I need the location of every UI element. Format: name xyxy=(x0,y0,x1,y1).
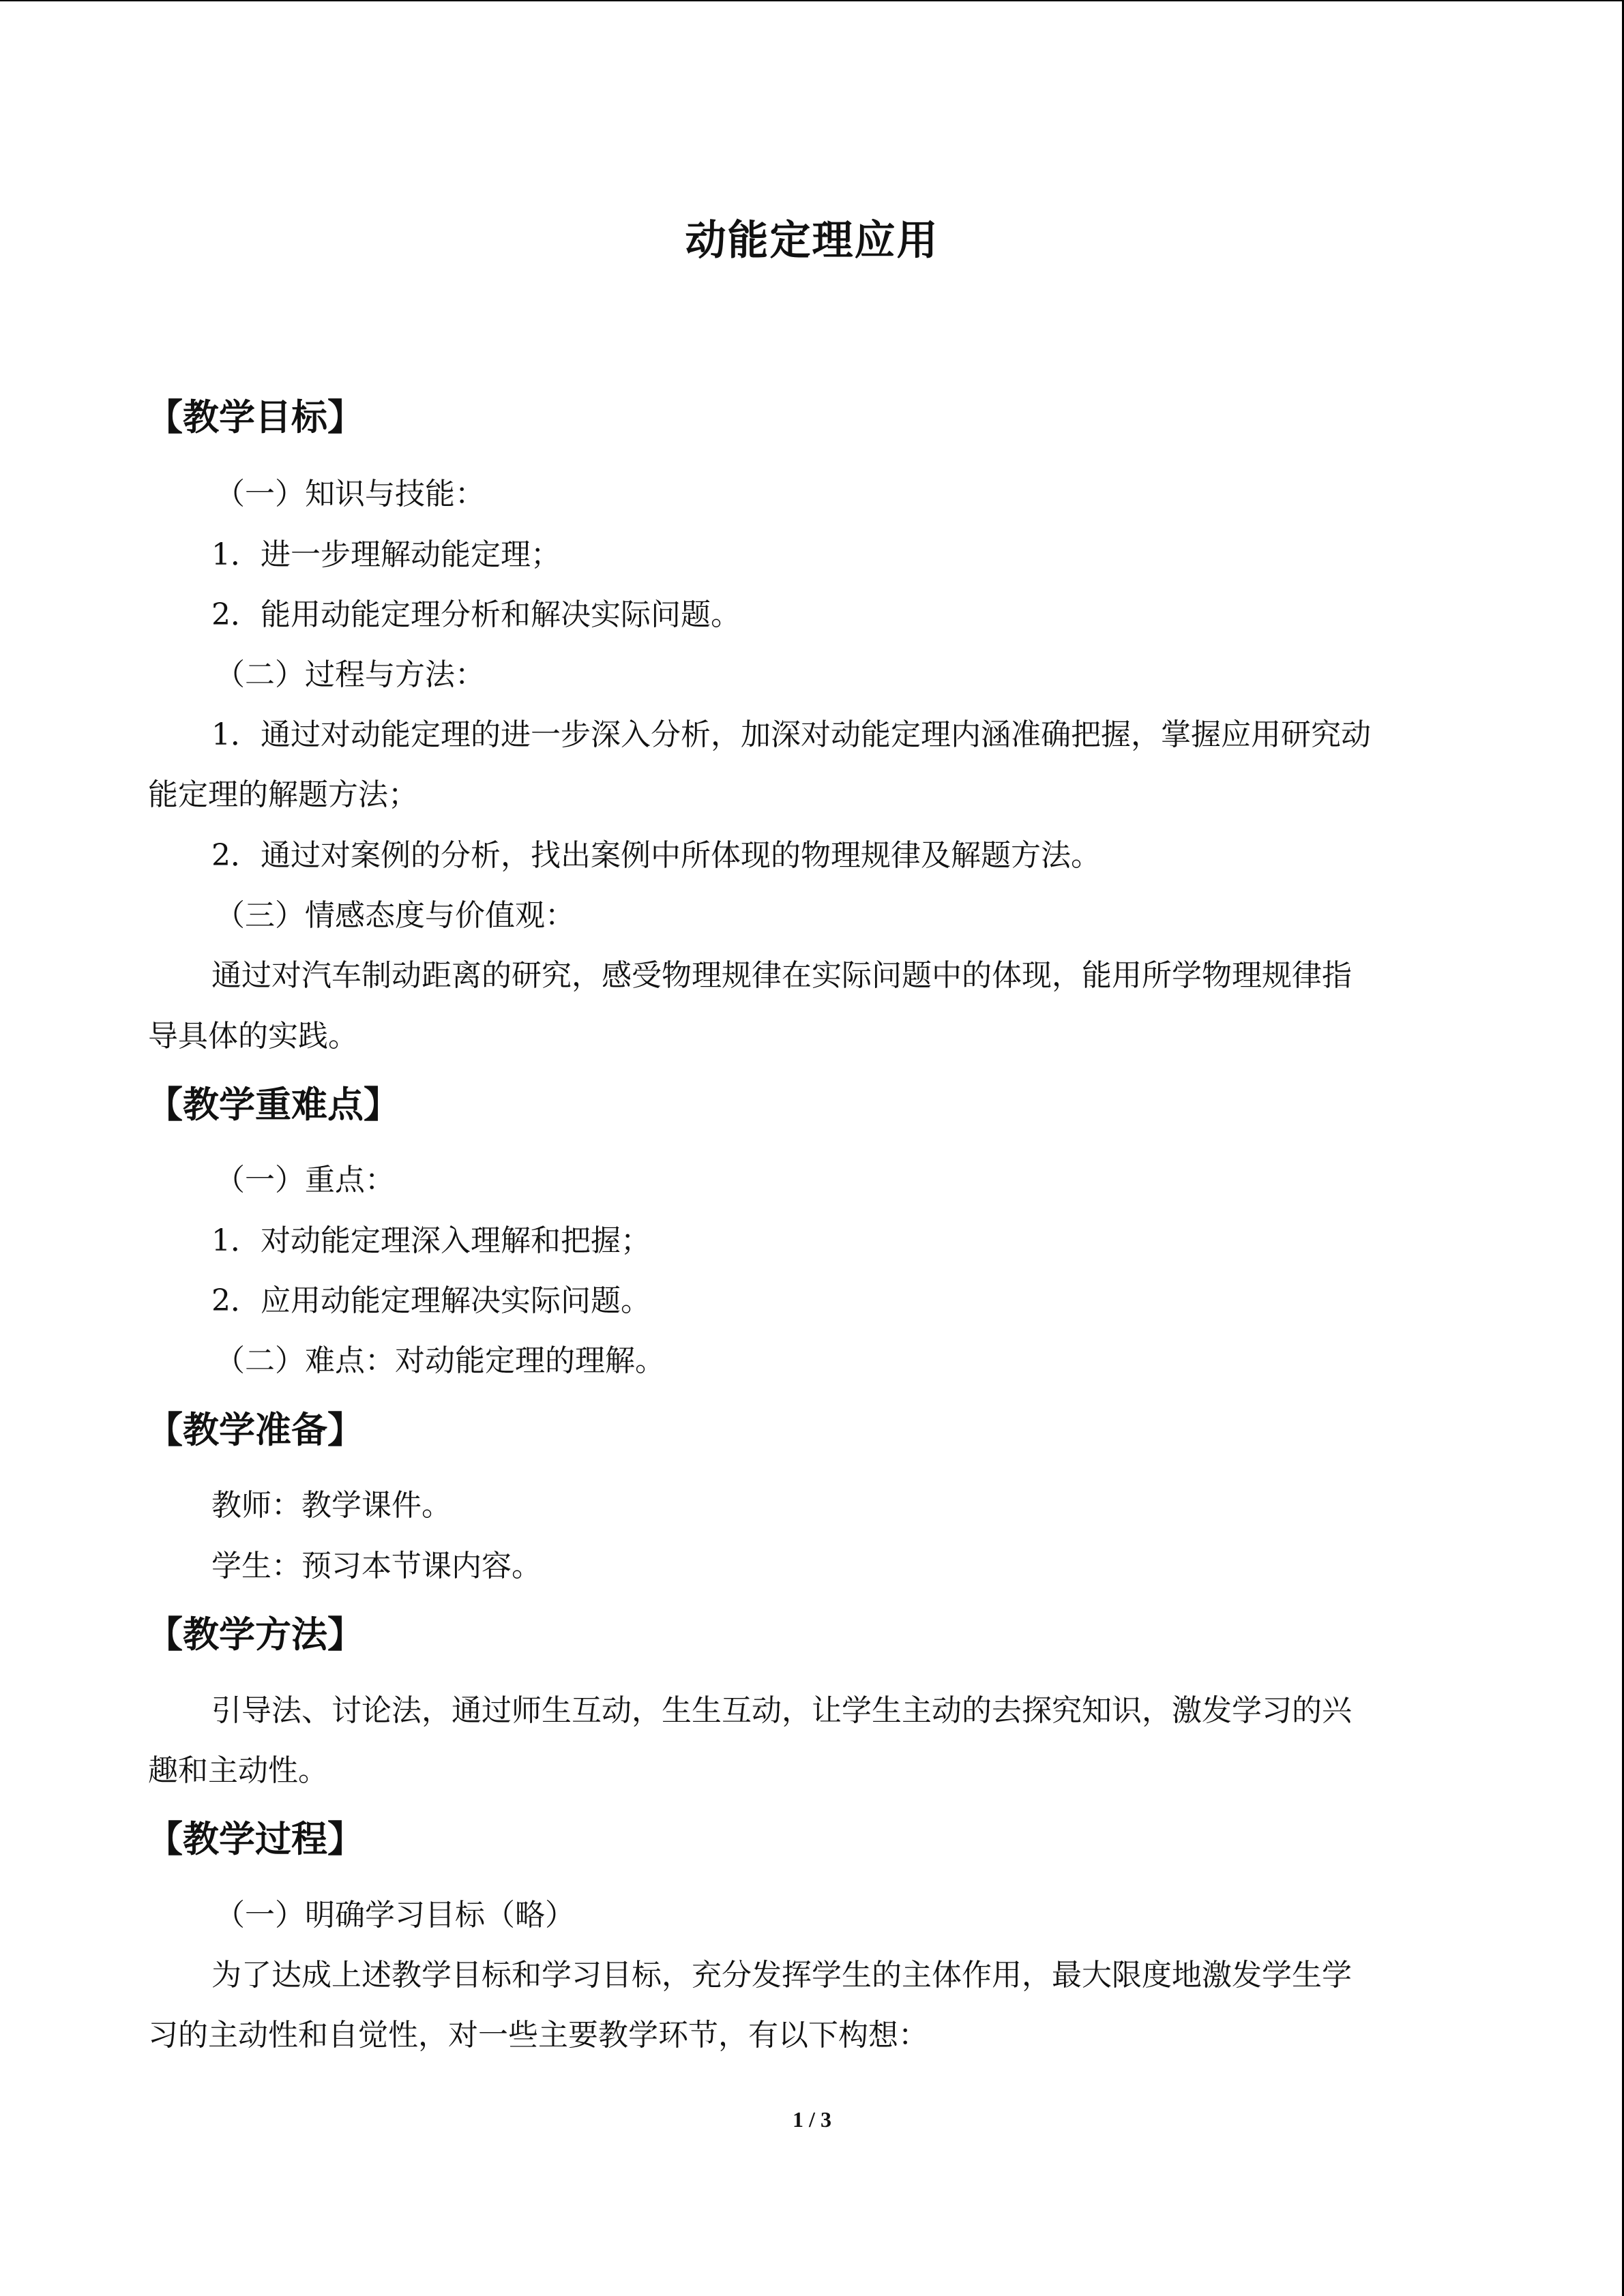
methods-line: 引导法、讨论法，通过师生互动，生生互动，让学生主动的去探究知识，激发学习的兴 xyxy=(211,1693,1352,1728)
page-number: 1 / 3 xyxy=(793,2107,831,2132)
keypoints-line: （二）难点：对动能定理的理解。 xyxy=(215,1343,665,1378)
goals-line: 2．能用动能定理分析和解决实际问题。 xyxy=(211,597,741,632)
preparation-line: 教师：教学课件。 xyxy=(211,1488,452,1523)
goals-line: 能定理的解题方法； xyxy=(148,777,418,812)
goals-line: 1．进一步理解动能定理； xyxy=(211,537,561,572)
process-line: 习的主动性和自觉性，对一些主要教学环节，有以下构想： xyxy=(148,2018,928,2053)
process-line: （一）明确学习目标（略） xyxy=(215,1898,575,1933)
goals-line: 通过对汽车制动距离的研究，感受物理规律在实际问题中的体现，能用所学物理规律指 xyxy=(211,958,1352,993)
goals-line: （一）知识与技能： xyxy=(215,477,485,511)
goals-line: 2．通过对案例的分析，找出案例中所体现的物理规律及解题方法。 xyxy=(211,838,1101,873)
page-title: 动能定理应用 xyxy=(685,217,939,265)
process-line: 为了达成上述教学目标和学习目标，充分发挥学生的主体作用，最大限度地激发学生学 xyxy=(211,1958,1352,1993)
methods-line: 趣和主动性。 xyxy=(148,1753,328,1788)
keypoints-line: 1．对动能定理深入理解和把握； xyxy=(211,1223,651,1258)
preparation-line: 学生：预习本节课内容。 xyxy=(211,1549,542,1583)
goals-line: （三）情感态度与价值观： xyxy=(215,898,575,933)
section-heading-keypoints: 【教学重难点】 xyxy=(147,1084,400,1126)
goals-line: （二）过程与方法： xyxy=(215,657,485,692)
section-heading-goals: 【教学目标】 xyxy=(147,397,364,438)
keypoints-line: 2．应用动能定理解决实际问题。 xyxy=(211,1283,651,1318)
section-heading-preparation: 【教学准备】 xyxy=(147,1410,364,1451)
section-heading-process: 【教学过程】 xyxy=(147,1819,364,1860)
section-heading-methods: 【教学方法】 xyxy=(147,1614,364,1656)
goals-line: 1．通过对动能定理的进一步深入分析，加深对动能定理内涵准确把握，掌握应用研究动 xyxy=(211,717,1371,752)
goals-line: 导具体的实践。 xyxy=(148,1019,358,1054)
keypoints-line: （一）重点： xyxy=(215,1163,395,1197)
page-top-border xyxy=(0,0,1624,1)
